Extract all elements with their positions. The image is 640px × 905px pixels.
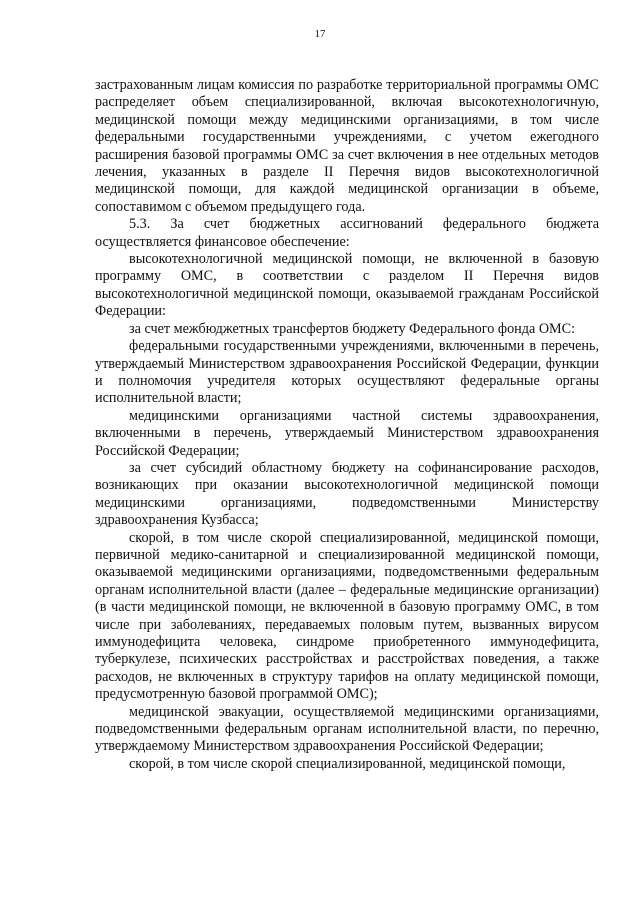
document-body [95, 77, 599, 773]
paragraph: медицинской эвакуации, осуществляемой медицинскими организациями, подведомственными федеральным органам исполнительной власти, по перечню, утверждаемому Министерством здравоохранения Российской Федерации; [95, 703, 599, 755]
paragraph: за счет межбюджетных трансфертов бюджету Федерального фонда ОМС: [129, 320, 576, 337]
paragraph: высокотехнологичной медицинской помощи, не включенной в базовую программу ОМС, в соответствии с разделом II Перечня видов высокотехнологичной медицинской помощи, оказываемой гражданам Российской Федерации: [95, 251, 599, 320]
paragraph: застрахованным лицам комиссия по разработке территориальной программы ОМС распределяет объем специализированной, включая высокотехнологичную, медицинской помощи между медицинскими организациями, в том числе федеральными государственными учреждениями, с учетом ежегодного расширения базовой программы ОМС за счет включения в нее отдельных методов лечения, указанных в разделе II Перечня видов высокотехнологичной медицинской помощи, для каждой медицинской организации в объеме, сопоставимом с объемом предыдущего года. [95, 77, 599, 215]
paragraph: скорой, в том числе скорой специализированной, медицинской помощи, [129, 755, 566, 772]
paragraph: скорой, в том числе скорой специализированной, медицинской помощи, первичной медико-санитарной и специализированной медицинской помощи, оказываемой медицинскими организациями, подведомственными федеральным органам исполнительной власти (далее – федеральные медицинские организации) (в части медицинской помощи, не включенной в базовую программу ОМС, в том числе при заболеваниях, передаваемых половым путем, вызванных вирусом иммунодефицита человека, синдроме приобретенного иммунодефицита, туберкулезе, психических расстройствах и расстройствах поведения, а также расходов, не включенных в структуру тарифов на оплату медицинской помощи, предусмотренную базовой программой ОМС); [95, 529, 599, 703]
paragraph: медицинскими организациями частной системы здравоохранения, включенными в перечень, утверждаемый Министерством здравоохранения Российской Федерации; [95, 407, 599, 459]
paragraph: 5.3. За счет бюджетных ассигнований федерального бюджета осуществляется финансовое обеспечение: [95, 216, 599, 250]
paragraph: за счет субсидий областному бюджету на софинансирование расходов, возникающих при оказании высокотехнологичной медицинской помощи медицинскими организациями, подведомственными Министерству здравоохранения Кузбасса; [95, 459, 599, 529]
paragraph: федеральными государственными учреждениями, включенными в перечень, утверждаемый Министерством здравоохранения Российской Федерации, функции и полномочия учредителя которых осуществляют федеральные органы исполнительной власти; [95, 338, 599, 407]
page-number: 17 [314, 28, 326, 40]
